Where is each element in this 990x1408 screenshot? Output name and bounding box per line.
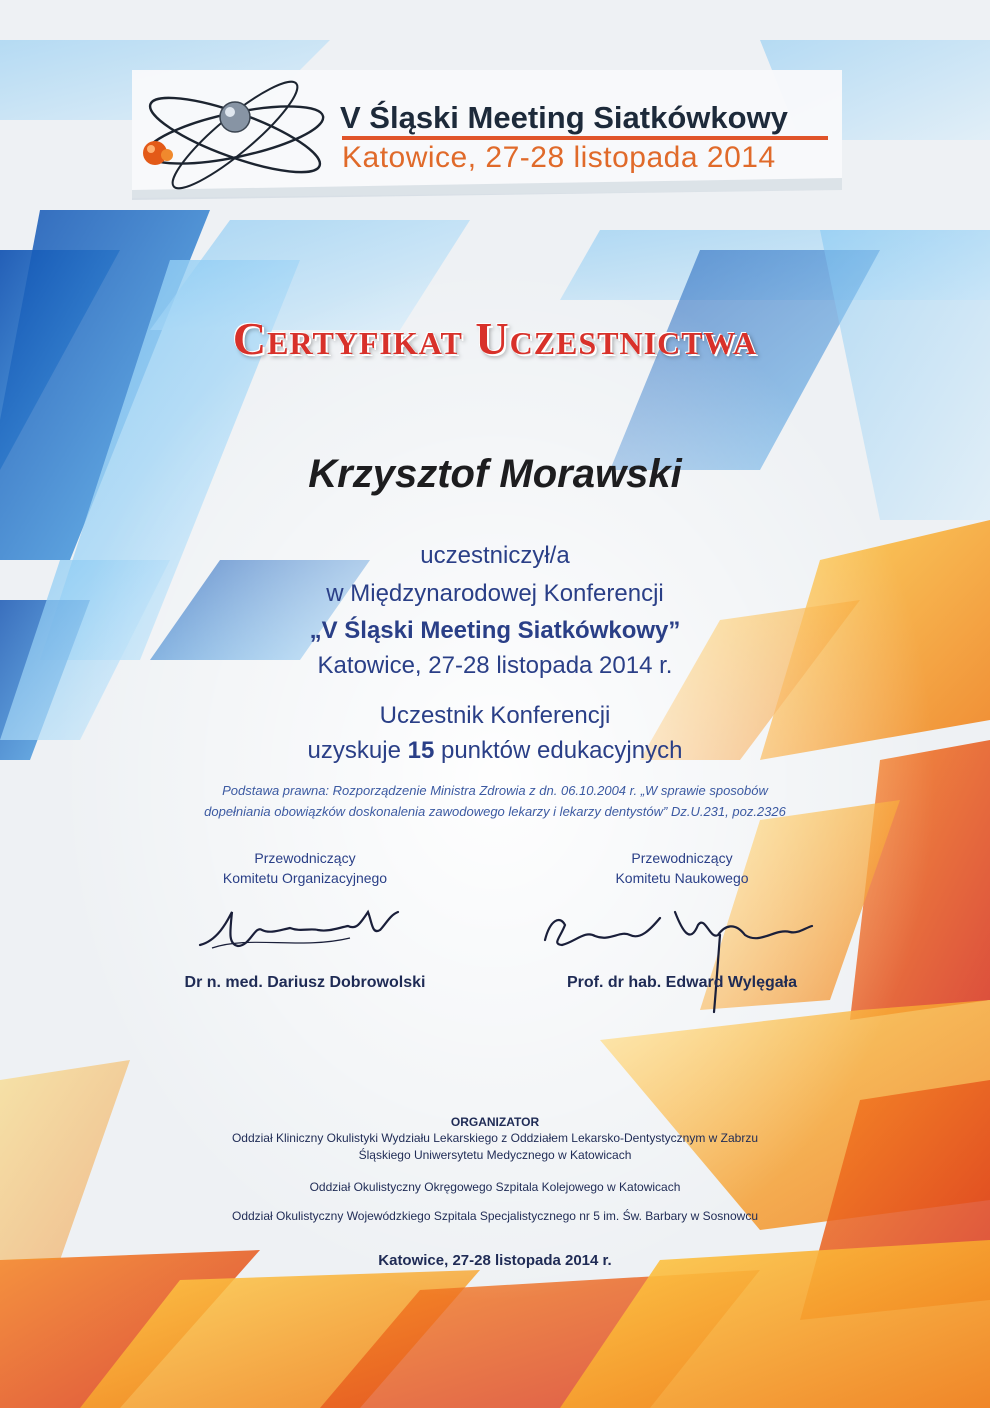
body-line-participant-role: Uczestnik Konferencji [379,702,611,729]
body-line-conference: w Międzynarodowej Konferencji [326,580,664,607]
certificate-title: Certyfikat Uczestnictwa [232,313,758,364]
organizer-line-1: Oddział Kliniczny Okulistyki Wydziału Lekarskiego z Oddziałem Lekarsko-Dentystycznym w Zabrzu [231,1131,759,1145]
organizer-line-2: Śląskiego Uniwersytetu Medycznego w Katowicach [358,1148,632,1162]
right-signature-caption-1: Przewodniczący [631,850,733,866]
left-signature-caption-1: Przewodniczący [254,850,356,866]
left-signatory-name: Dr n. med. Dariusz Dobrowolski [184,974,426,991]
organizer-line-3: Oddział Okulistyczny Okręgowego Szpitala Kolejowego w Katowicach [309,1180,681,1194]
footer-date: Katowice, 27-28 listopada 2014 r. [378,1252,612,1269]
title-underline [342,136,828,140]
right-signatory-name: Prof. dr hab. Edward Wylęgała [567,974,797,991]
right-signature-caption-2: Komitetu Naukowego [615,870,749,886]
organizer-line-4: Oddział Okulistyczny Wojewódzkiego Szpitala Specjalistycznego nr 5 im. Św. Barbary w Sosnowcu [231,1209,758,1223]
body-line-participated: uczestniczył/a [420,542,570,569]
points-suffix: punktów edukacyjnych [434,737,683,764]
legal-basis-line-2: dopełniania obowiązków doskonalenia zawodowego lekarzy i lekarzy dentystów” Dz.U.231, poz.2326 [204,804,786,819]
organizer-heading: ORGANIZATOR [450,1115,540,1129]
event-subtitle: Katowice, 27-28 listopada 2014 [342,141,776,174]
points-prefix: uzyskuje [307,737,408,764]
body-line-event-name: „V Śląski Meeting Siatkówkowy” [309,617,681,644]
left-signature-caption-2: Komitetu Organizacyjnego [222,870,388,886]
body-line-points [0,737,990,765]
legal-basis-line-1: Podstawa prawna: Rozporządzenie Ministra Zdrowia z dn. 06.10.2004 r. „W sprawie sposobów [222,783,768,798]
points-value: 15 [407,737,435,764]
participant-name: Krzysztof Morawski [308,452,682,496]
event-title: V Śląski Meeting Siatkówkowy [340,100,788,135]
body-line-date: Katowice, 27-28 listopada 2014 r. [317,652,673,679]
